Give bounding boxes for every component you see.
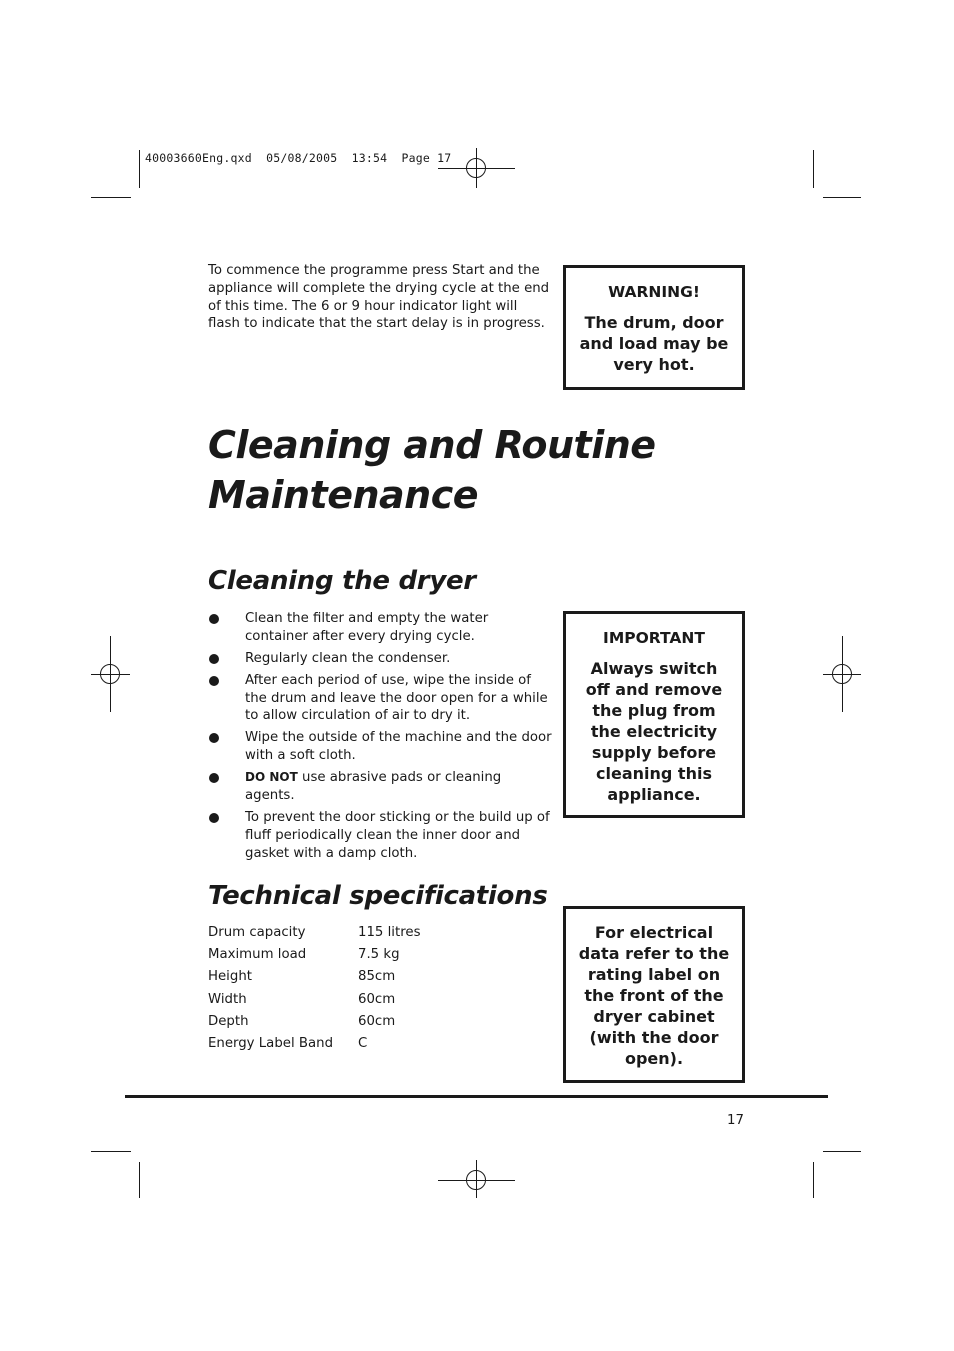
list-item: DO NOT use abrasive pads or cleaning agents. [208, 769, 553, 805]
bullet-icon [209, 733, 219, 743]
important-heading: IMPORTANT [603, 629, 705, 647]
page-title-line-2: Maintenance [208, 473, 479, 517]
electrical-data-text: For electrical data refer to the rating label on the front of the dryer cabinet (with the door open). [578, 923, 730, 1068]
specs-heading: Technical specifications [208, 881, 548, 911]
specs-table [208, 924, 421, 1057]
table-row: Drum capacity 115 litres [208, 925, 421, 940]
list-item: Wipe the outside of the machine and the door with a soft cloth. [208, 729, 553, 765]
table-row: Energy Label Band C [208, 1035, 368, 1051]
file-slug: 40003660Eng.qxd 05/08/2005 13:54 Page 17 [145, 151, 452, 165]
list-item: Clean the filter and empty the water container after every drying cycle. [208, 610, 553, 646]
intro-paragraph: To commence the programme press Start and the appliance will complete the drying cycle at the end of this time. The 6 or 9 hour indicator light will flash to indicate that the start delay is in progress. [208, 263, 550, 332]
warning-box [563, 265, 745, 390]
do-not-label: DO NOT [245, 770, 298, 785]
bullet-icon [209, 654, 219, 664]
table-row: Depth 60cm [208, 1013, 396, 1029]
important-box [563, 611, 745, 818]
warning-heading: WARNING! [608, 283, 700, 301]
page-title [208, 420, 656, 520]
table-row: Width 60cm [208, 991, 396, 1007]
table-row: Height 85cm [208, 969, 396, 985]
list-item: Regularly clean the condenser. [208, 650, 553, 668]
cleaning-list [208, 610, 553, 866]
cleaning-heading: Cleaning the dryer [208, 566, 476, 596]
page-title-line-1: Cleaning and Routine [208, 423, 656, 467]
bullet-icon [209, 773, 219, 783]
table-row: Maximum load 7.5 kg [208, 947, 400, 963]
footer-rule [125, 1095, 828, 1098]
bullet-icon [209, 813, 219, 823]
bullet-icon [209, 614, 219, 624]
page-number: 17 [727, 1113, 744, 1128]
bullet-icon [209, 676, 219, 686]
important-text: Always switch off and remove the plug from the electricity supply before cleaning this appliance. [585, 659, 723, 804]
electrical-data-box [563, 906, 745, 1083]
list-item: After each period of use, wipe the inside of the drum and leave the door open for a while to allow circulation of air to dry it. [208, 672, 553, 725]
warning-text: The drum, door and load may be very hot. [579, 313, 729, 374]
list-item: To prevent the door sticking or the build up of fluff periodically clean the inner door and gasket with a damp cloth. [208, 809, 553, 862]
